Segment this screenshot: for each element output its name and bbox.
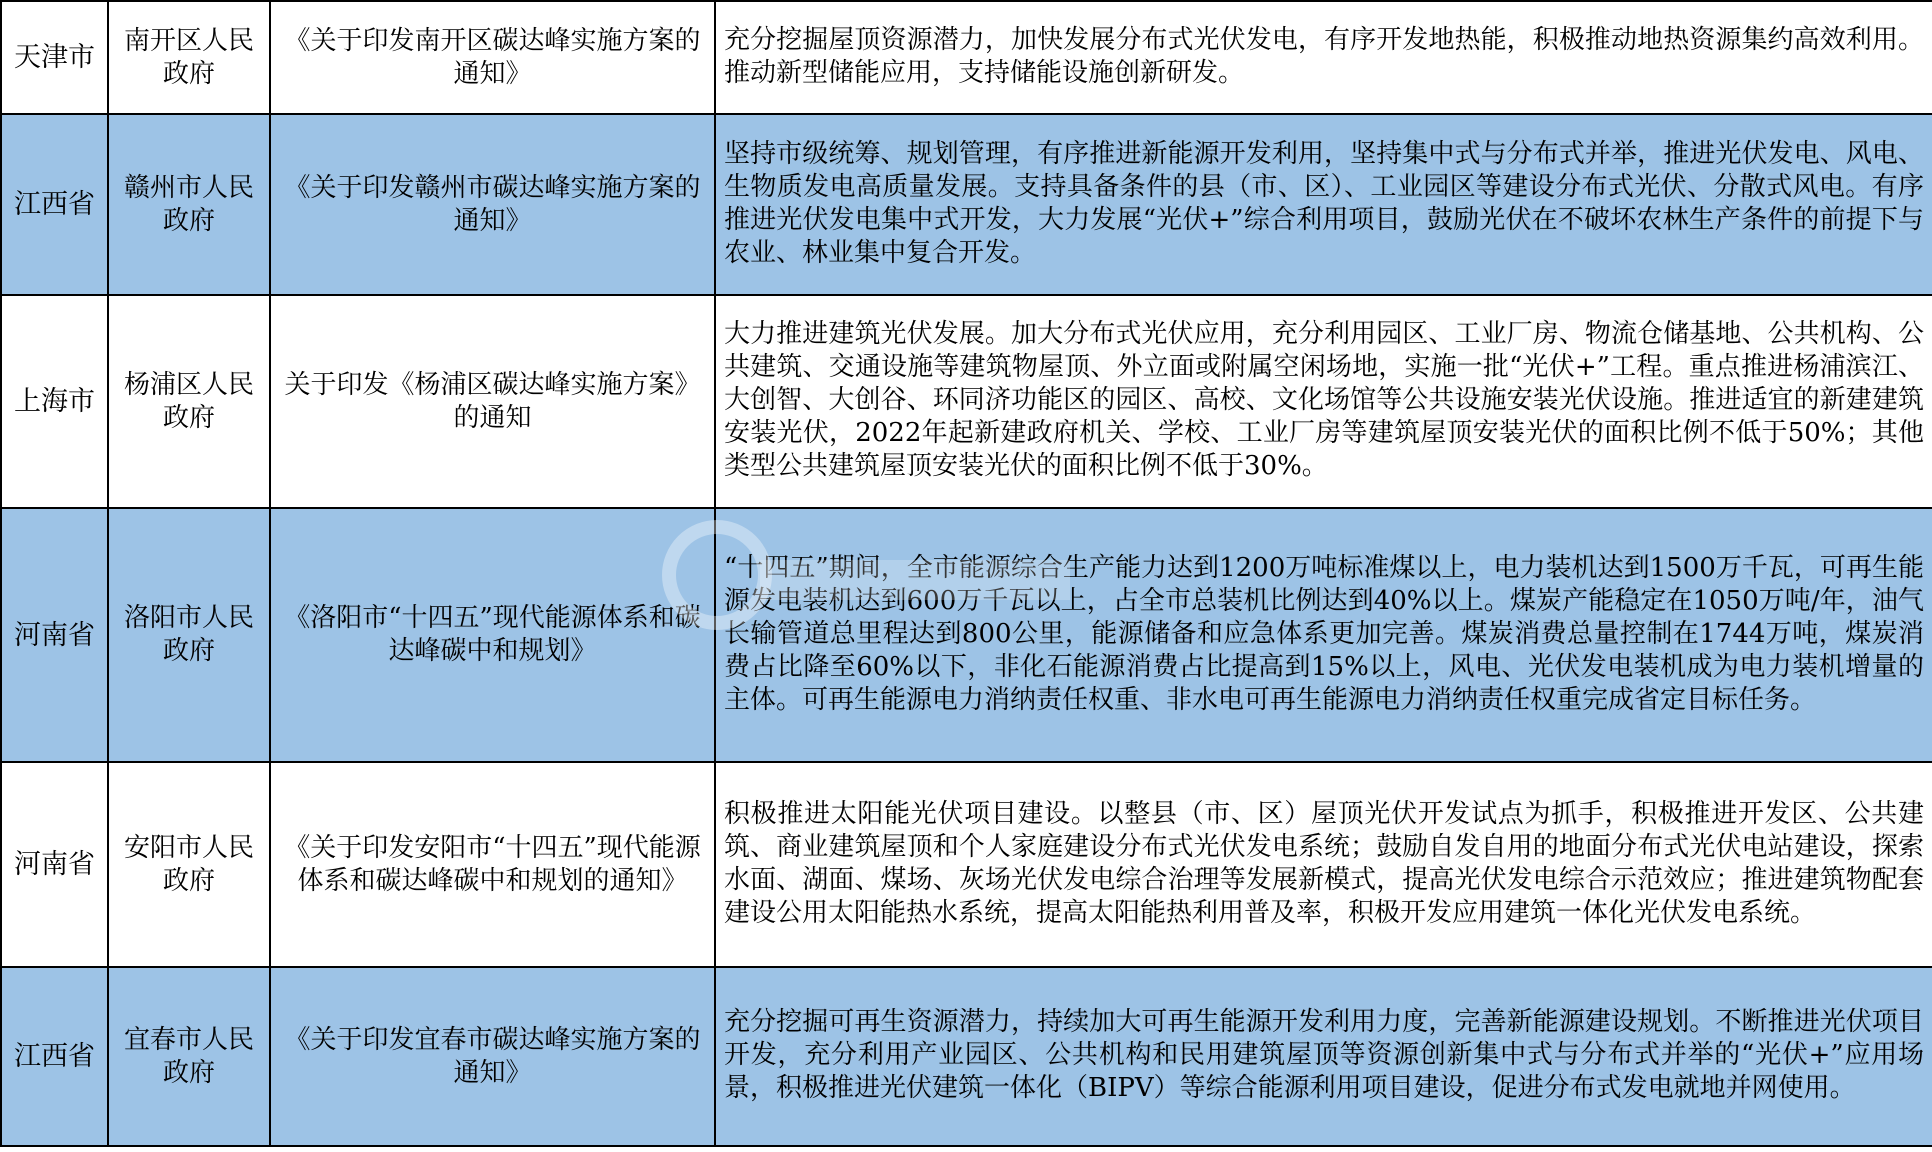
table-row — [1, 508, 1932, 762]
department-cell: 南开区人民政府 — [108, 1, 270, 114]
department-cell: 宜春市人民政府 — [108, 967, 270, 1146]
table-row — [1, 114, 1932, 295]
document-title-cell: 《关于印发南开区碳达峰实施方案的通知》 — [270, 1, 715, 114]
policy-content-cell: 充分挖掘可再生资源潜力，持续加大可再生能源开发利用力度，完善新能源建设规划。不断推进光伏项目开发，充分利用产业园区、公共机构和民用建筑屋顶等资源创新集中式与分布式并举的“光伏+”应用场景，积极推进光伏建筑一体化（BIPV）等综合能源利用项目建设，促进分布式发电就地并网使用。 — [715, 967, 1932, 1146]
table-row — [1, 295, 1932, 508]
region-cell: 河南省 — [1, 762, 108, 967]
policy-content-cell: 大力推进建筑光伏发展。加大分布式光伏应用，充分利用园区、工业厂房、物流仓储基地、公共机构、公共建筑、交通设施等建筑物屋顶、外立面或附属空闲场地，实施一批“光伏+”工程。重点推进杨浦滨江、大创智、大创谷、环同济功能区的园区、高校、文化场馆等公共设施安装光伏设施。推进适宜的新建建筑安装光伏，2022年起新建政府机关、学校、工业厂房等建筑屋顶安装光伏的面积比例不低于50%；其他类型公共建筑屋顶安装光伏的面积比例不低于30%。 — [715, 295, 1932, 508]
department-cell: 杨浦区人民政府 — [108, 295, 270, 508]
policy-content-cell: 坚持市级统筹、规划管理，有序推进新能源开发利用，坚持集中式与分布式并举，推进光伏发电、风电、生物质发电高质量发展。支持具备条件的县（市、区）、工业园区等建设分布式光伏、分散式风电。有序推进光伏发电集中式开发，大力发展“光伏+”综合利用项目，鼓励光伏在不破坏农林生产条件的前提下与农业、林业集中复合开发。 — [715, 114, 1932, 295]
region-cell: 上海市 — [1, 295, 108, 508]
policy-content-cell: 积极推进太阳能光伏项目建设。以整县（市、区）屋顶光伏开发试点为抓手，积极推进开发区、公共建筑、商业建筑屋顶和个人家庭建设分布式光伏发电系统；鼓励自发自用的地面分布式光伏电站建设，探索水面、湖面、煤场、灰场光伏发电综合治理等发展新模式，提高光伏发电综合示范效应；推进建筑物配套建设公用太阳能热水系统，提高太阳能热利用普及率，积极开发应用建筑一体化光伏发电系统。 — [715, 762, 1932, 967]
policy-content-cell: 充分挖掘屋顶资源潜力，加快发展分布式光伏发电，有序开发地热能，积极推动地热资源集约高效利用。推动新型储能应用，支持储能设施创新研发。 — [715, 1, 1932, 114]
region-cell: 江西省 — [1, 114, 108, 295]
department-cell: 赣州市人民政府 — [108, 114, 270, 295]
table-row — [1, 1, 1932, 114]
table-row — [1, 762, 1932, 967]
department-cell: 安阳市人民政府 — [108, 762, 270, 967]
region-cell: 河南省 — [1, 508, 108, 762]
table-row — [1, 967, 1932, 1146]
document-title-cell: 《关于印发宜春市碳达峰实施方案的通知》 — [270, 967, 715, 1146]
region-cell: 江西省 — [1, 967, 108, 1146]
document-title-cell: 《关于印发赣州市碳达峰实施方案的通知》 — [270, 114, 715, 295]
document-title-cell: 《洛阳市“十四五”现代能源体系和碳达峰碳中和规划》 — [270, 508, 715, 762]
department-cell: 洛阳市人民政府 — [108, 508, 270, 762]
region-cell: 天津市 — [1, 1, 108, 114]
document-title-cell: 《关于印发安阳市“十四五”现代能源体系和碳达峰碳中和规划的通知》 — [270, 762, 715, 967]
policy-content-cell: “十四五”期间，全市能源综合生产能力达到1200万吨标准煤以上，电力装机达到1500万千瓦，可再生能源发电装机达到600万千瓦以上，占全市总装机比例达到40%以上。煤炭产能稳定在1050万吨/年，油气长输管道总里程达到800公里，能源储备和应急体系更加完善。煤炭消费总量控制在1744万吨，煤炭消费占比降至60%以下，非化石能源消费占比提高到15%以上，风电、光伏发电装机成为电力装机增量的主体。可再生能源电力消纳责任权重、非水电可再生能源电力消纳责任权重完成省定目标任务。 — [715, 508, 1932, 762]
document-title-cell: 关于印发《杨浦区碳达峰实施方案》的通知 — [270, 295, 715, 508]
